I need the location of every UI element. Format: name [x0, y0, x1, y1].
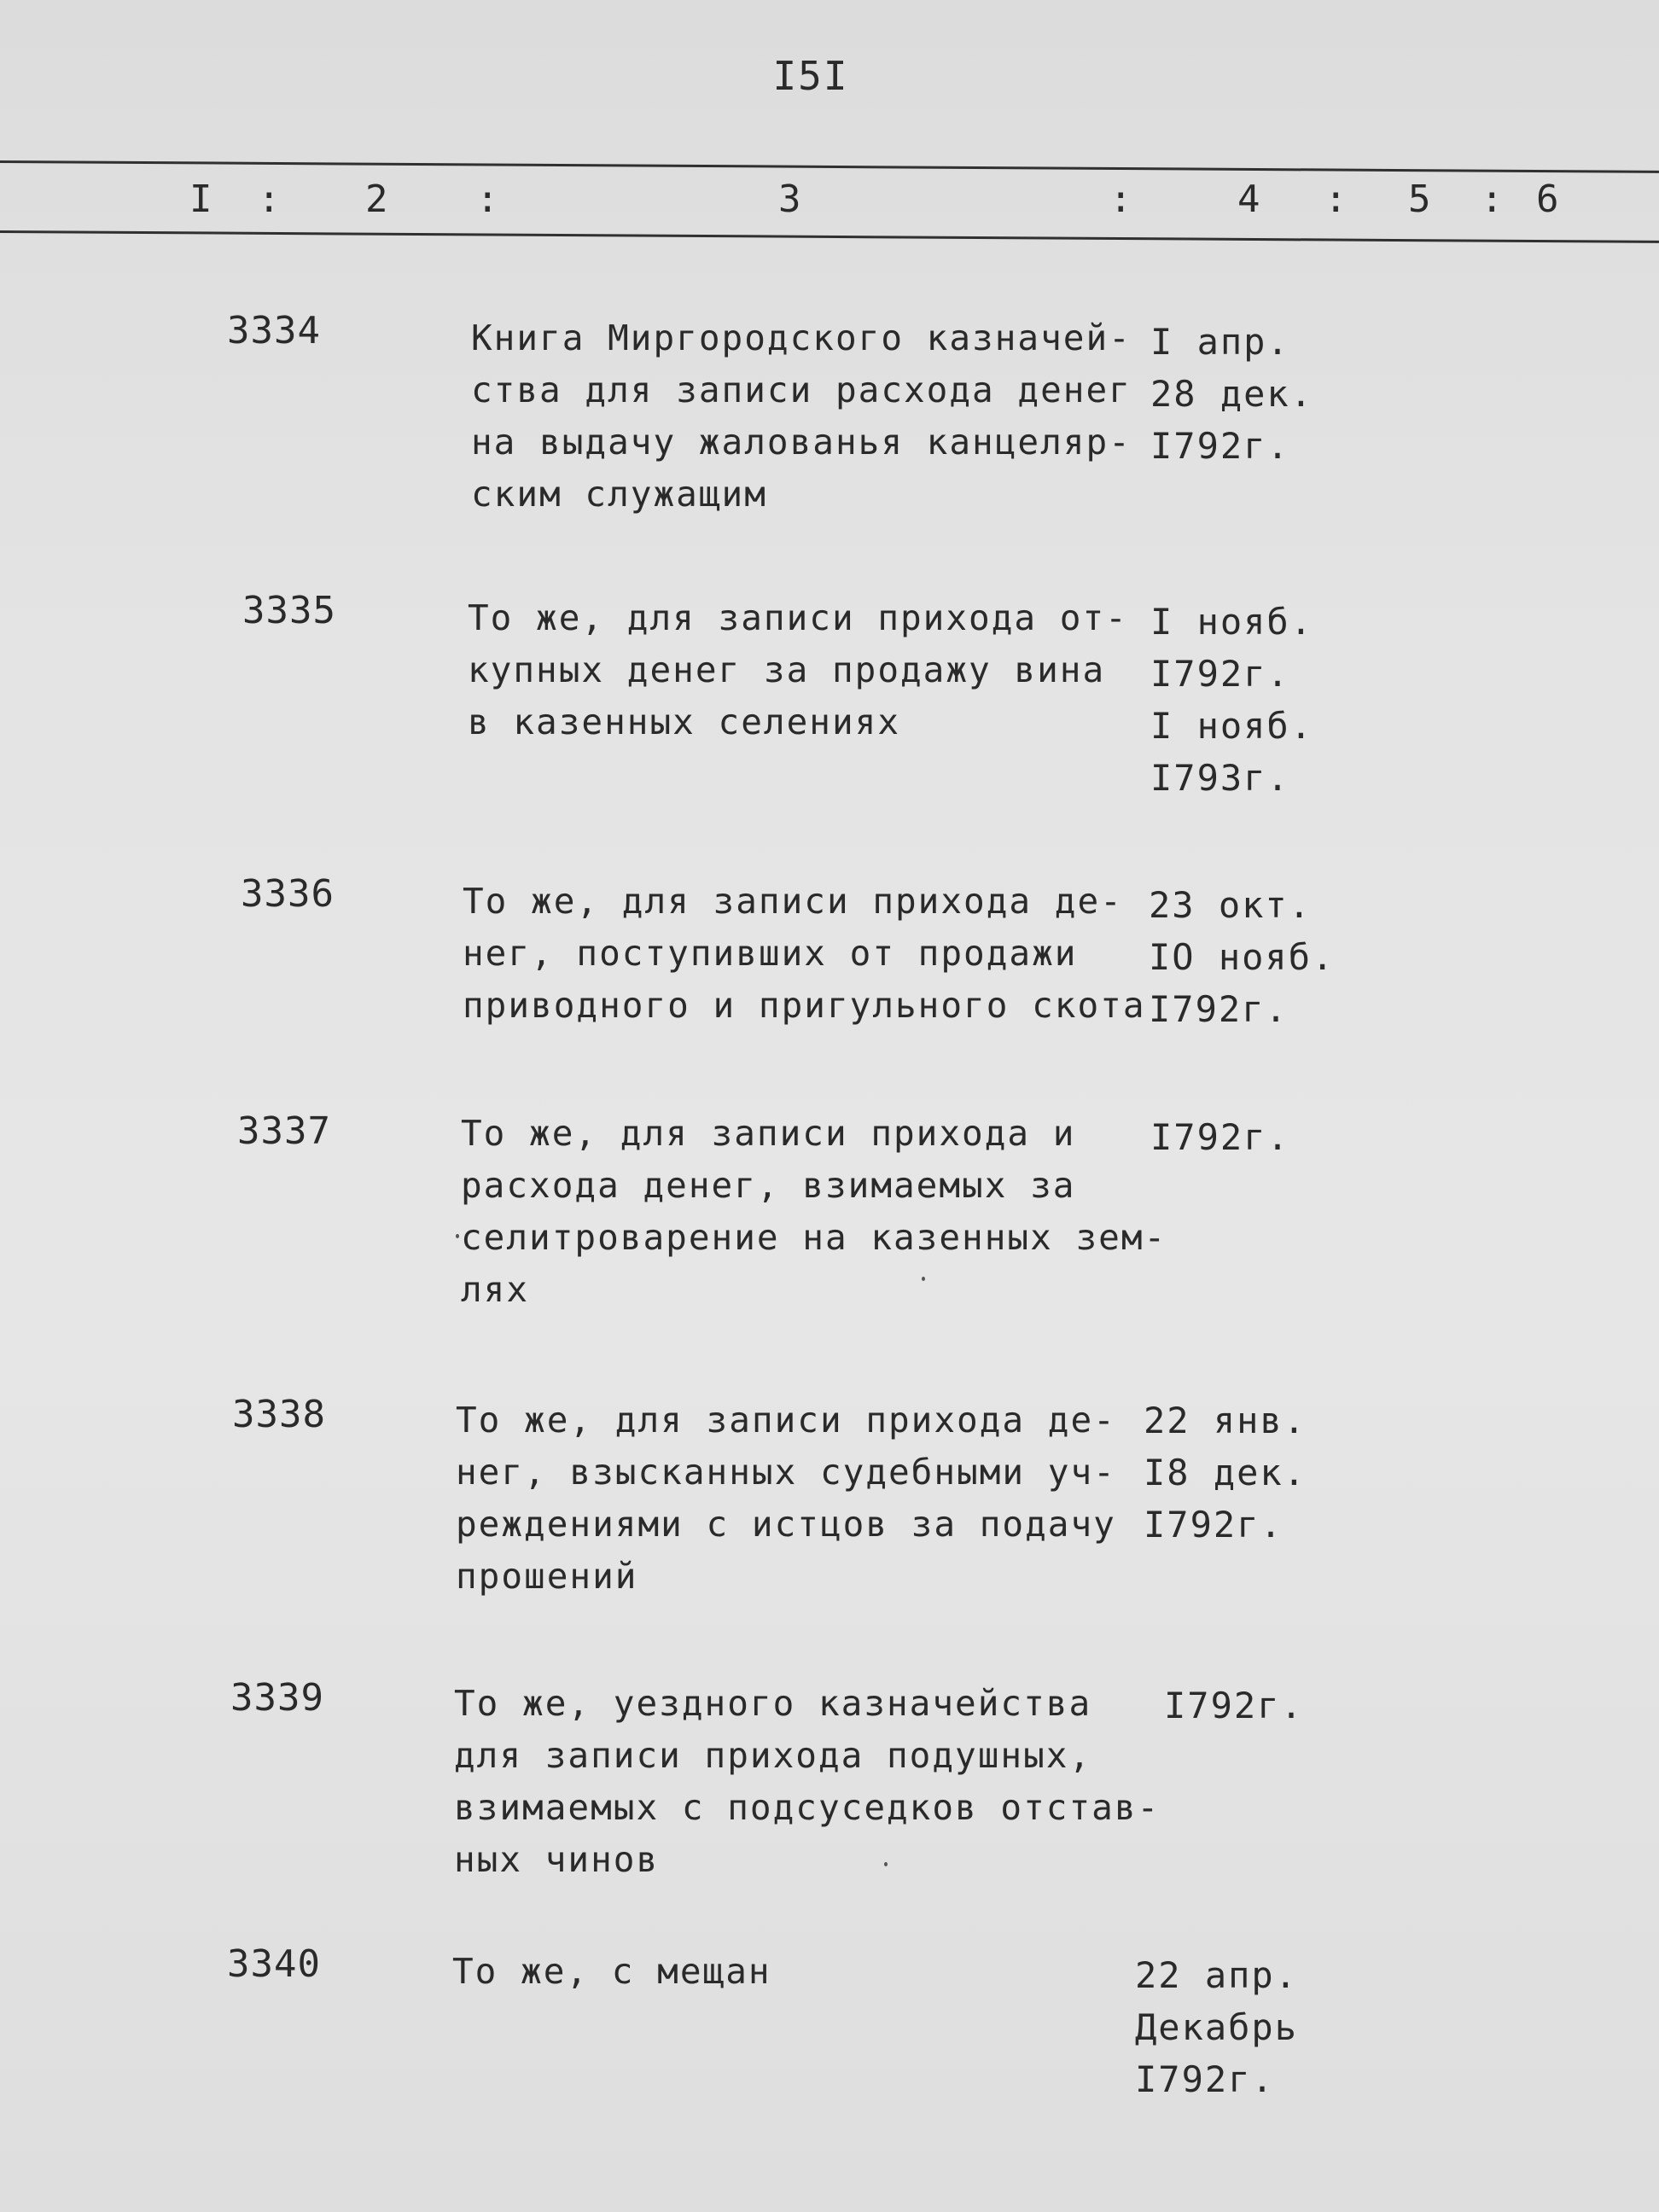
- date-line: 22 янв.: [1144, 1400, 1307, 1441]
- description-line: То же, уездного казначейства: [454, 1683, 1092, 1724]
- record-description: [456, 1394, 1138, 1603]
- date-line: I792г.: [1149, 988, 1289, 1030]
- description-line: То же, для записи прихода де-: [463, 881, 1123, 922]
- date-line: I нояб.: [1150, 601, 1314, 643]
- date-line: I апр.: [1150, 321, 1290, 363]
- record-number: 3336: [241, 872, 335, 916]
- description-line: ных чинов: [454, 1839, 660, 1880]
- date-line: I792г.: [1164, 1685, 1304, 1726]
- column-header-4: 4: [1237, 178, 1260, 221]
- description-line: нег, взысканных судебными уч-: [456, 1452, 1116, 1493]
- description-line: То же, для записи прихода от-: [468, 597, 1128, 638]
- record-description: [468, 592, 1150, 748]
- record-description: [452, 1946, 1135, 1998]
- record-dates: [1150, 596, 1313, 804]
- description-line: Книга Миргородского казначей-: [471, 317, 1132, 358]
- description-line: То же, с мещан: [452, 1951, 771, 1992]
- date-line: I нояб.: [1150, 705, 1314, 747]
- description-line: купных денег за продажу вина: [468, 649, 1106, 690]
- date-line: Декабрь: [1135, 2006, 1299, 2048]
- record-description: [454, 1678, 1161, 1886]
- column-separator: :: [476, 178, 499, 221]
- description-line: селитроварение на казенных зем-: [461, 1217, 1167, 1258]
- paper-speck: [884, 1862, 888, 1866]
- date-line: I793г.: [1150, 757, 1290, 799]
- date-line: 23 окт.: [1149, 884, 1313, 926]
- date-line: 22 апр.: [1135, 1954, 1299, 1996]
- record-number: 3338: [232, 1393, 326, 1436]
- column-separator: :: [258, 178, 281, 221]
- description-line: расхода денег, взимаемых за: [461, 1165, 1076, 1206]
- column-separator: :: [1109, 178, 1132, 221]
- date-line: 28 дек.: [1150, 373, 1314, 415]
- paper-speck: [922, 1277, 925, 1281]
- description-line: ским служащим: [471, 474, 767, 515]
- column-header-5: 5: [1408, 178, 1431, 221]
- record-dates: [1144, 1394, 1307, 1551]
- header-rule-bottom: [0, 230, 1659, 243]
- record-description: [463, 876, 1145, 1032]
- record-dates: [1150, 316, 1313, 472]
- description-line: взимаемых с подсуседков отстав-: [454, 1787, 1161, 1828]
- description-line: То же, для записи прихода де-: [456, 1400, 1116, 1441]
- record-number: 3340: [227, 1942, 321, 1986]
- description-line: лях: [461, 1269, 530, 1310]
- record-dates: [1135, 1949, 1298, 2105]
- date-line: I792г.: [1144, 1504, 1284, 1545]
- description-line: То же, для записи прихода и: [461, 1113, 1076, 1154]
- description-line: ства для записи расхода денег: [471, 370, 1132, 410]
- description-line: на выдачу жалованья канцеляр-: [471, 422, 1132, 463]
- description-line: приводного и пригульного скота: [463, 985, 1146, 1026]
- description-line: прошений: [456, 1556, 638, 1597]
- column-header-6: 6: [1536, 178, 1559, 221]
- column-header-1: I: [189, 178, 212, 221]
- date-line: I792г.: [1150, 653, 1290, 695]
- date-line: IO нояб.: [1149, 936, 1336, 978]
- record-number: 3337: [237, 1109, 331, 1153]
- record-number: 3335: [242, 589, 336, 632]
- page-number: I5I: [772, 53, 849, 99]
- description-line: нег, поступивших от продажи: [463, 933, 1078, 974]
- date-line: I792г.: [1135, 2058, 1275, 2100]
- record-number: 3339: [230, 1676, 324, 1720]
- column-header-3: 3: [778, 178, 801, 221]
- record-description: [471, 312, 1154, 521]
- header-rule-top: [0, 160, 1659, 173]
- column-separator: :: [1324, 178, 1348, 221]
- column-separator: :: [1481, 178, 1504, 221]
- record-dates: [1149, 879, 1335, 1035]
- record-dates: [1164, 1679, 1304, 1732]
- record-description: [461, 1108, 1167, 1316]
- description-line: для записи прихода подушных,: [454, 1735, 1092, 1776]
- description-line: в казенных селениях: [468, 701, 900, 742]
- date-line: I792г.: [1150, 425, 1290, 467]
- date-line: I792г.: [1150, 1116, 1290, 1158]
- paper-speck: [456, 1234, 459, 1238]
- description-line: реждениями с истцов за подачу: [456, 1504, 1116, 1545]
- date-line: I8 дек.: [1144, 1452, 1307, 1493]
- record-number: 3334: [227, 309, 321, 352]
- record-dates: [1150, 1111, 1290, 1163]
- column-header-2: 2: [365, 178, 388, 221]
